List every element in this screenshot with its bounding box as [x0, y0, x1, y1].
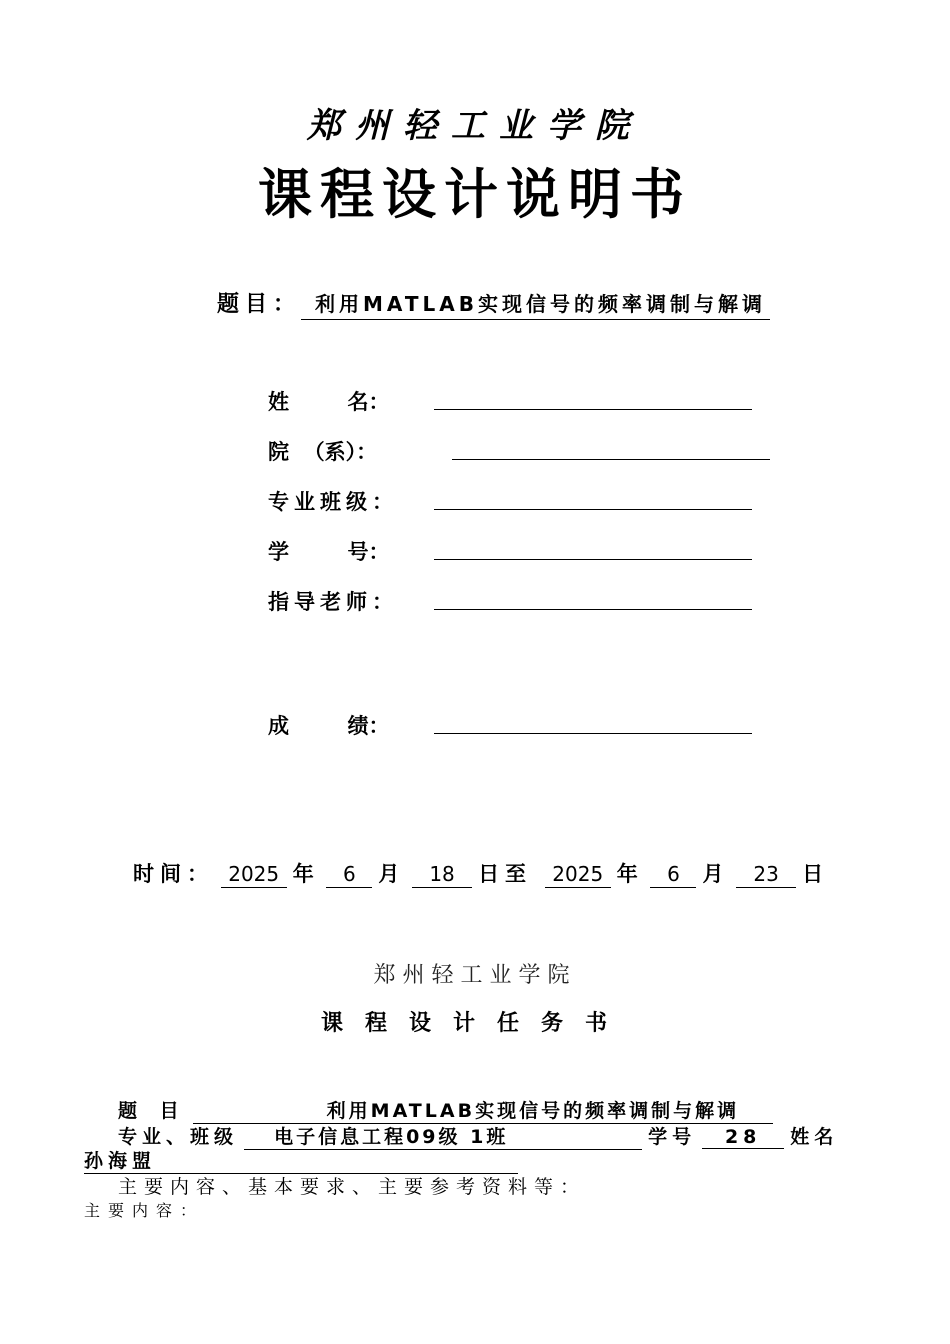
- topic-value: 利用MATLAB实现信号的频率调制与解调: [301, 288, 770, 320]
- task-name-label: 姓名: [790, 1126, 839, 1148]
- unit-month-2: 月: [702, 862, 724, 886]
- field-line-grade[interactable]: [434, 733, 752, 734]
- task-topic-row: [118, 1096, 773, 1124]
- start-year: 2025: [221, 862, 287, 888]
- task-id-label: 学号: [648, 1126, 697, 1148]
- end-month: 6: [650, 862, 696, 888]
- field-label-name: 姓 名：: [268, 389, 390, 414]
- task-name-value: 孙海盟: [84, 1146, 518, 1174]
- task-content-sub: 主要内容：: [84, 1201, 205, 1220]
- task-name-row: [84, 1146, 518, 1174]
- field-line-name[interactable]: [434, 409, 752, 410]
- field-label-department: 院 （系）：: [268, 439, 378, 464]
- task-content-heading: 主要内容、基本要求、主要参考资料等：: [118, 1176, 587, 1198]
- start-month: 6: [326, 862, 372, 888]
- document-title: 课程设计说明书: [258, 162, 692, 226]
- date-label: 时间：: [133, 862, 214, 886]
- field-line-student-id[interactable]: [434, 559, 752, 560]
- end-day: 23: [736, 862, 796, 888]
- task-topic-value: 利用MATLAB实现信号的频率调制与解调: [193, 1096, 773, 1124]
- task-school: 郑州轻工业学院: [373, 963, 577, 988]
- field-label-grade: 成 绩：: [268, 713, 390, 738]
- task-id-value: 28: [702, 1126, 784, 1149]
- task-topic-label: 题 目: [118, 1100, 187, 1122]
- end-year: 2025: [545, 862, 611, 888]
- unit-year-2: 年: [616, 862, 638, 886]
- field-label-student-id: 学 号：: [268, 539, 390, 564]
- school-title: 郑州轻工业学院: [307, 106, 643, 146]
- task-major-label: 专业、班级: [118, 1126, 239, 1148]
- field-label-class: 专业班级：: [268, 489, 398, 514]
- topic-label: 题目：: [217, 291, 302, 317]
- field-line-department[interactable]: [452, 459, 770, 460]
- date-row: [133, 858, 829, 888]
- topic-row: [217, 287, 770, 320]
- task-title: 课程设计任务书: [320, 1010, 629, 1036]
- unit-year-1: 年: [292, 862, 314, 886]
- start-day: 18: [412, 862, 472, 888]
- field-label-advisor: 指导老师：: [268, 589, 398, 614]
- unit-day-2: 日: [802, 862, 824, 886]
- field-line-class[interactable]: [434, 509, 752, 510]
- task-major-value: 电子信息工程09级 1班: [244, 1122, 642, 1150]
- field-line-advisor[interactable]: [434, 609, 752, 610]
- date-to: 日至: [478, 862, 533, 886]
- unit-month-1: 月: [378, 862, 400, 886]
